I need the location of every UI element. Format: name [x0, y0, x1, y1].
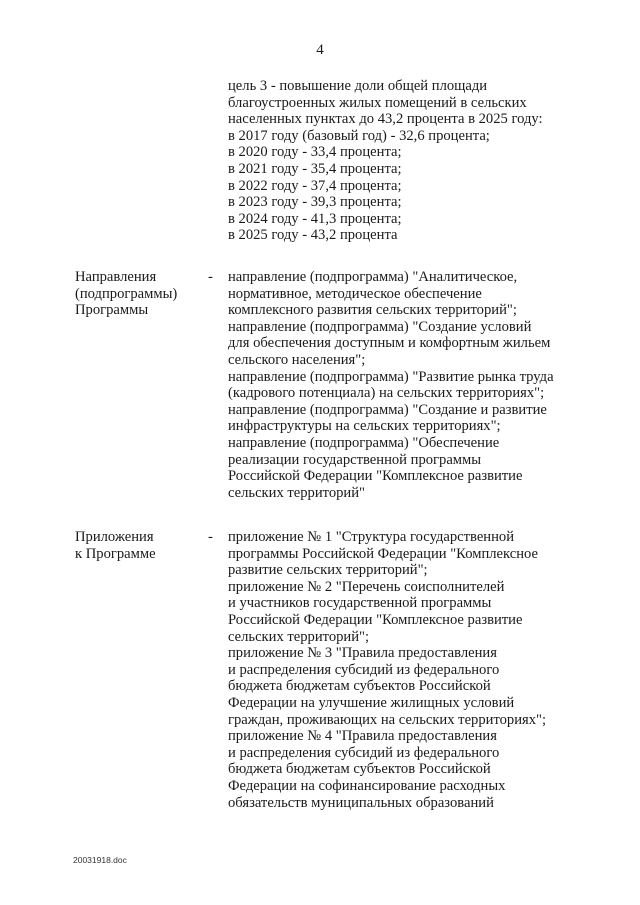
section-dash: - — [208, 529, 213, 545]
content-line: приложение № 3 "Правила предоставления — [228, 645, 497, 662]
goal-line: цель 3 - повышение доли общей площади — [228, 78, 488, 94]
document-filename: 20031918.doc — [73, 855, 127, 865]
appendices-content — [228, 529, 546, 811]
content-line: сельских территорий" — [228, 484, 366, 501]
content-line: нормативное, методическое обеспечение — [228, 285, 482, 302]
content-line: Российской Федерации "Комплексное развитие — [228, 468, 523, 485]
goal-line: в 2025 году - 43,2 процента — [228, 227, 398, 244]
content-line: Федерации на улучшение жилищных условий — [228, 694, 515, 711]
label-line: Программы — [75, 302, 149, 319]
content-line: направление (подпрограмма) "Создание условий — [228, 318, 532, 335]
label-line: Приложения — [75, 529, 154, 545]
content-line: комплексного развития сельских территорий"; — [228, 302, 517, 319]
content-line: (кадрового потенциала) на сельских территориях"; — [228, 385, 545, 402]
content-line: и распределения субсидий из федерального — [228, 744, 500, 761]
page-number: 4 — [316, 42, 324, 58]
label-line: (подпрограммы) — [75, 285, 178, 302]
goal-line: в 2021 году - 35,4 процента; — [228, 160, 402, 177]
content-line: приложение № 2 "Перечень соисполнителей — [228, 578, 505, 595]
content-line: граждан, проживающих на сельских территориях"; — [228, 711, 547, 728]
content-line: программы Российской Федерации "Комплексное — [228, 545, 538, 562]
goal-line: в 2017 году (базовый год) - 32,6 процента; — [228, 127, 490, 144]
goal-line: в 2022 году - 37,4 процента; — [228, 177, 402, 194]
goal-line: населенных пунктах до 43,2 процента в 2025 году: — [228, 111, 543, 128]
appendices-label — [75, 529, 156, 562]
goal-line: в 2024 году - 41,3 процента; — [228, 210, 402, 227]
content-line: для обеспечения доступным и комфортным жильем — [228, 335, 551, 352]
content-line: бюджета бюджетам субъектов Российской — [228, 678, 491, 695]
content-line: и участников государственной программы — [228, 595, 492, 612]
content-line: приложение № 4 "Правила предоставления — [228, 728, 497, 745]
content-line: Российской Федерации "Комплексное развитие — [228, 611, 523, 628]
content-line: реализации государственной программы — [228, 451, 482, 468]
content-line: бюджета бюджетам субъектов Российской — [228, 761, 491, 778]
content-line: обязательств муниципальных образований — [228, 794, 494, 811]
content-line: направление (подпрограмма) "Создание и развитие — [228, 401, 547, 418]
label-line: Направления — [75, 269, 157, 285]
goal-line: в 2020 году - 33,4 процента; — [228, 144, 402, 161]
goal-line: благоустроенных жилых помещений в сельских — [228, 94, 527, 111]
goal-line: в 2023 году - 39,3 процента; — [228, 194, 402, 211]
directions-content — [228, 269, 554, 501]
content-line: и распределения субсидий из федерального — [228, 661, 500, 678]
content-line: направление (подпрограмма) "Развитие рынка труда — [228, 368, 554, 385]
content-line: инфраструктуры на сельских территориях"; — [228, 418, 501, 435]
directions-label — [75, 269, 177, 319]
goal-3-block — [228, 78, 543, 244]
content-line: развитие сельских территорий"; — [228, 562, 428, 579]
label-line: к Программе — [75, 545, 156, 562]
content-line: сельского населения"; — [228, 351, 366, 368]
section-dash: - — [208, 269, 213, 285]
content-line: направление (подпрограмма) "Аналитическое, — [228, 269, 518, 285]
content-line: направление (подпрограмма) "Обеспечение — [228, 434, 500, 451]
content-line: Федерации на софинансирование расходных — [228, 777, 506, 794]
content-line: сельских территорий"; — [228, 628, 370, 645]
content-line: приложение № 1 "Структура государственной — [228, 529, 515, 545]
